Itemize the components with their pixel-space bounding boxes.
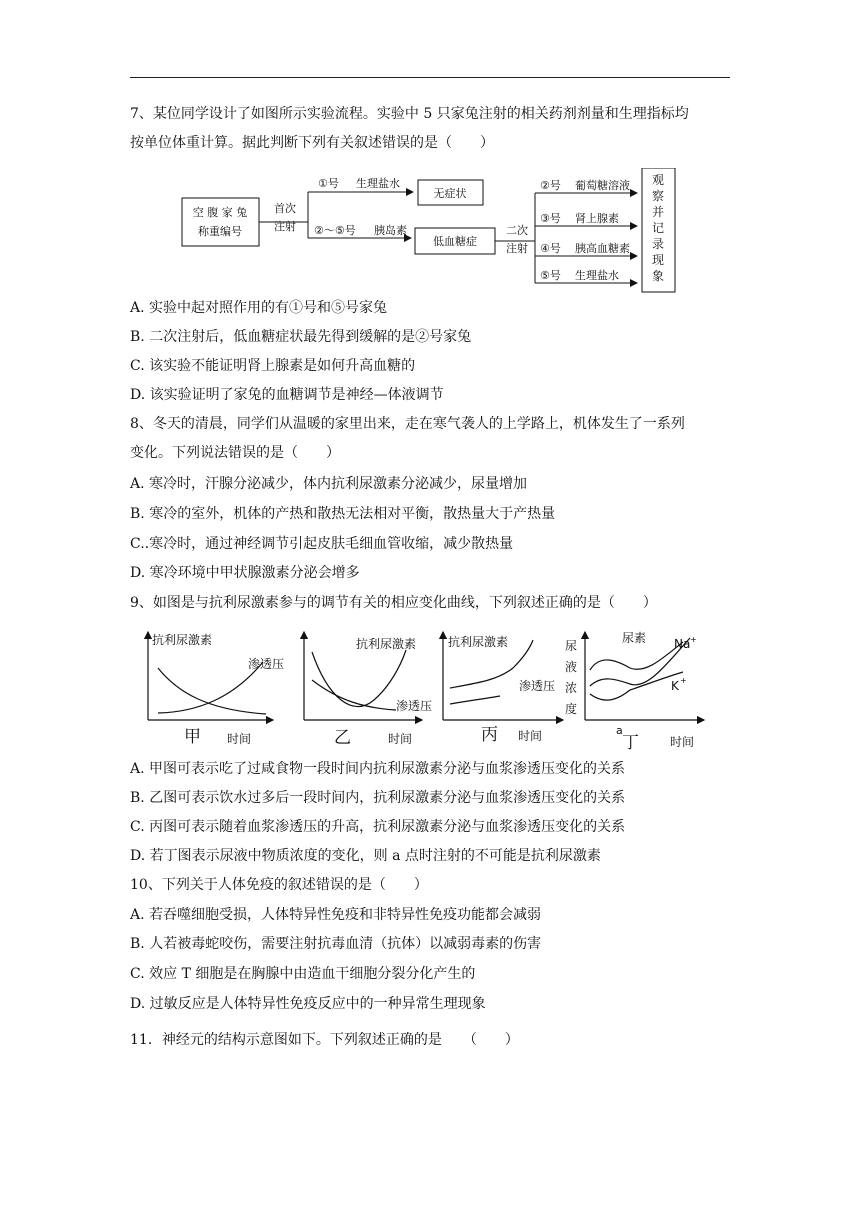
q8-stem-line2: 变化。下列说法错误的是（ ） bbox=[130, 445, 340, 461]
jia-osm-label: 渗透压 bbox=[248, 657, 285, 671]
yi-adh-label: 抗利尿激素 bbox=[356, 637, 417, 651]
hypoglycemia-label: 低血糖症 bbox=[433, 235, 477, 248]
observe-char: 象 bbox=[651, 269, 665, 283]
q10-option-d: D. 过敏反应是人体特异性免疫反应中的一种异常生理现象 bbox=[130, 996, 486, 1012]
q9-stem: 9、如图是与抗利尿激素参与的调节有关的相应变化曲线，下列叙述正确的是（ ） bbox=[130, 595, 657, 611]
jia-adh-label: 抗利尿激素 bbox=[152, 633, 213, 647]
observe-char: 记 bbox=[651, 221, 665, 235]
q9-option-b: B. 乙图可表示饮水过多后一段时间内，抗利尿激素分泌与血浆渗透压变化的关系 bbox=[130, 790, 626, 806]
q9-option-c: C. 丙图可表示随着血浆渗透压的升高，抗利尿激素分泌与血浆渗透压变化的关系 bbox=[130, 819, 626, 835]
ding-urea-label: 尿素 bbox=[622, 631, 647, 645]
ding-k-plus: + bbox=[680, 676, 687, 685]
q7-option-b: B. 二次注射后，低血糖症状最先得到缓解的是②号家兔 bbox=[130, 329, 472, 345]
ding-k-curve bbox=[590, 672, 683, 700]
no-symptom-label: 无症状 bbox=[433, 187, 467, 200]
bing-osm-curve bbox=[450, 696, 500, 704]
branch2-drug: 葡萄糖溶液 bbox=[575, 179, 630, 192]
bing-caption: 丙 bbox=[481, 725, 498, 745]
q7-option-d: D. 该实验证明了家兔的血糖调节是神经—体液调节 bbox=[130, 387, 444, 403]
first-injection-line1: 首次 bbox=[274, 202, 296, 215]
bing-osm-label: 渗透压 bbox=[519, 679, 556, 693]
q8-stem-line1: 8、冬天的清晨，同学们从温暖的家里出来，走在寒气袭人的上学路上，机体发生了一系列 bbox=[130, 416, 685, 432]
jia-caption: 甲 bbox=[184, 727, 201, 747]
start-box-line1: 空 腹 家 兔 bbox=[192, 206, 248, 219]
branch3-label: ③号 bbox=[540, 212, 561, 225]
observe-char: 现 bbox=[651, 253, 665, 267]
observe-char: 录 bbox=[651, 237, 665, 251]
q7-option-c: C. 该实验不能证明肾上腺素是如何升高血糖的 bbox=[130, 358, 416, 374]
ding-caption: 丁 bbox=[622, 733, 639, 753]
ding-na-plus: + bbox=[690, 635, 697, 644]
yi-time-label: 时间 bbox=[388, 732, 413, 746]
second-injection-line1: 二次 bbox=[506, 224, 528, 237]
ding-k-label: K bbox=[671, 679, 679, 693]
jia-time-label: 时间 bbox=[227, 732, 252, 746]
branch4-label: ④号 bbox=[540, 242, 561, 255]
yi-adh-curve bbox=[312, 650, 406, 707]
q10-option-a: A. 若吞噬细胞受损，人体特异性免疫和非特异性免疫功能都会减弱 bbox=[130, 907, 542, 923]
q7-flowchart bbox=[178, 168, 678, 298]
branch5-label: ⑤号 bbox=[540, 269, 561, 282]
q11-stem: 11．神经元的结构示意图如下。下列叙述正确的是 （ ） bbox=[130, 1032, 519, 1048]
branch4-drug: 胰高血糖素 bbox=[575, 242, 630, 255]
q9-graphs bbox=[138, 628, 708, 754]
jia-adh-curve bbox=[158, 668, 266, 714]
bing-time-label: 时间 bbox=[518, 729, 543, 743]
ding-ylabel-char: 度 bbox=[565, 702, 578, 716]
branch2-label: ②号 bbox=[540, 179, 561, 192]
ding-ylabel-char: 尿 bbox=[565, 639, 578, 653]
ding-ylabel-char: 液 bbox=[565, 660, 578, 674]
yi-osm-label: 渗透压 bbox=[396, 699, 433, 713]
first-injection-line2: 注射 bbox=[274, 220, 296, 233]
q9-option-d: D. 若丁图表示尿液中物质浓度的变化，则 a 点时注射的不可能是抗利尿激素 bbox=[130, 848, 601, 864]
branch5-drug: 生理盐水 bbox=[575, 269, 619, 282]
q8-option-b: B. 寒冷的室外，机体的产热和散热无法相对平衡，散热量大于产热量 bbox=[130, 506, 556, 522]
ding-urea-curve bbox=[590, 642, 683, 670]
q8-option-a: A. 寒冷时，汗腺分泌减少，体内抗利尿激素分泌减少，尿量增加 bbox=[130, 476, 528, 492]
yi-caption: 乙 bbox=[334, 728, 351, 748]
observe-char: 察 bbox=[651, 189, 665, 203]
group1-drug: 生理盐水 bbox=[356, 177, 400, 190]
top-rule bbox=[130, 77, 730, 78]
q7-stem-line2: 按单位体重计算。据此判断下列有关叙述错误的是（ ） bbox=[130, 135, 494, 151]
bing-adh-label: 抗利尿激素 bbox=[448, 635, 509, 649]
q8-option-d: D. 寒冷环境中甲状腺激素分泌会增多 bbox=[130, 565, 360, 581]
group2-5-drug: 胰岛素 bbox=[374, 224, 407, 237]
q10-stem: 10、下列关于人体免疫的叙述错误的是（ ） bbox=[130, 877, 428, 893]
q10-option-c: C. 效应 T 细胞是在胸腺中由造血干细胞分裂分化产生的 bbox=[130, 966, 476, 982]
branch3-drug: 肾上腺素 bbox=[575, 212, 619, 225]
q8-option-c: C..寒冷时，通过神经调节引起皮肤毛细血管收缩，减少散热量 bbox=[130, 536, 514, 552]
q10-option-b: B. 人若被毒蛇咬伤，需要注射抗毒血清（抗体）以减弱毒素的伤害 bbox=[130, 936, 542, 952]
ding-na-label: Na bbox=[674, 637, 691, 651]
ding-a-label: a bbox=[616, 724, 623, 737]
q9-option-a: A. 甲图可表示吃了过咸食物一段时间内抗利尿激素分泌与血浆渗透压变化的关系 bbox=[130, 761, 626, 777]
ding-ylabel-char: 浓 bbox=[565, 681, 578, 695]
yi-osm-curve bbox=[312, 680, 396, 710]
q7-option-a: A. 实验中起对照作用的有①号和⑤号家兔 bbox=[130, 300, 388, 316]
group1-label: ①号 bbox=[318, 177, 339, 190]
second-injection-line2: 注射 bbox=[506, 242, 528, 255]
ding-time-label: 时间 bbox=[670, 735, 695, 749]
q7-stem-line1: 7、某位同学设计了如图所示实验流程。实验中 5 只家兔注射的相关药剂剂量和生理指标均 bbox=[130, 106, 689, 122]
group2-5-label: ②～⑤号 bbox=[314, 224, 356, 237]
observe-char: 并 bbox=[651, 205, 665, 219]
observe-char: 观 bbox=[651, 173, 665, 187]
start-box-line2: 称重编号 bbox=[198, 225, 242, 238]
